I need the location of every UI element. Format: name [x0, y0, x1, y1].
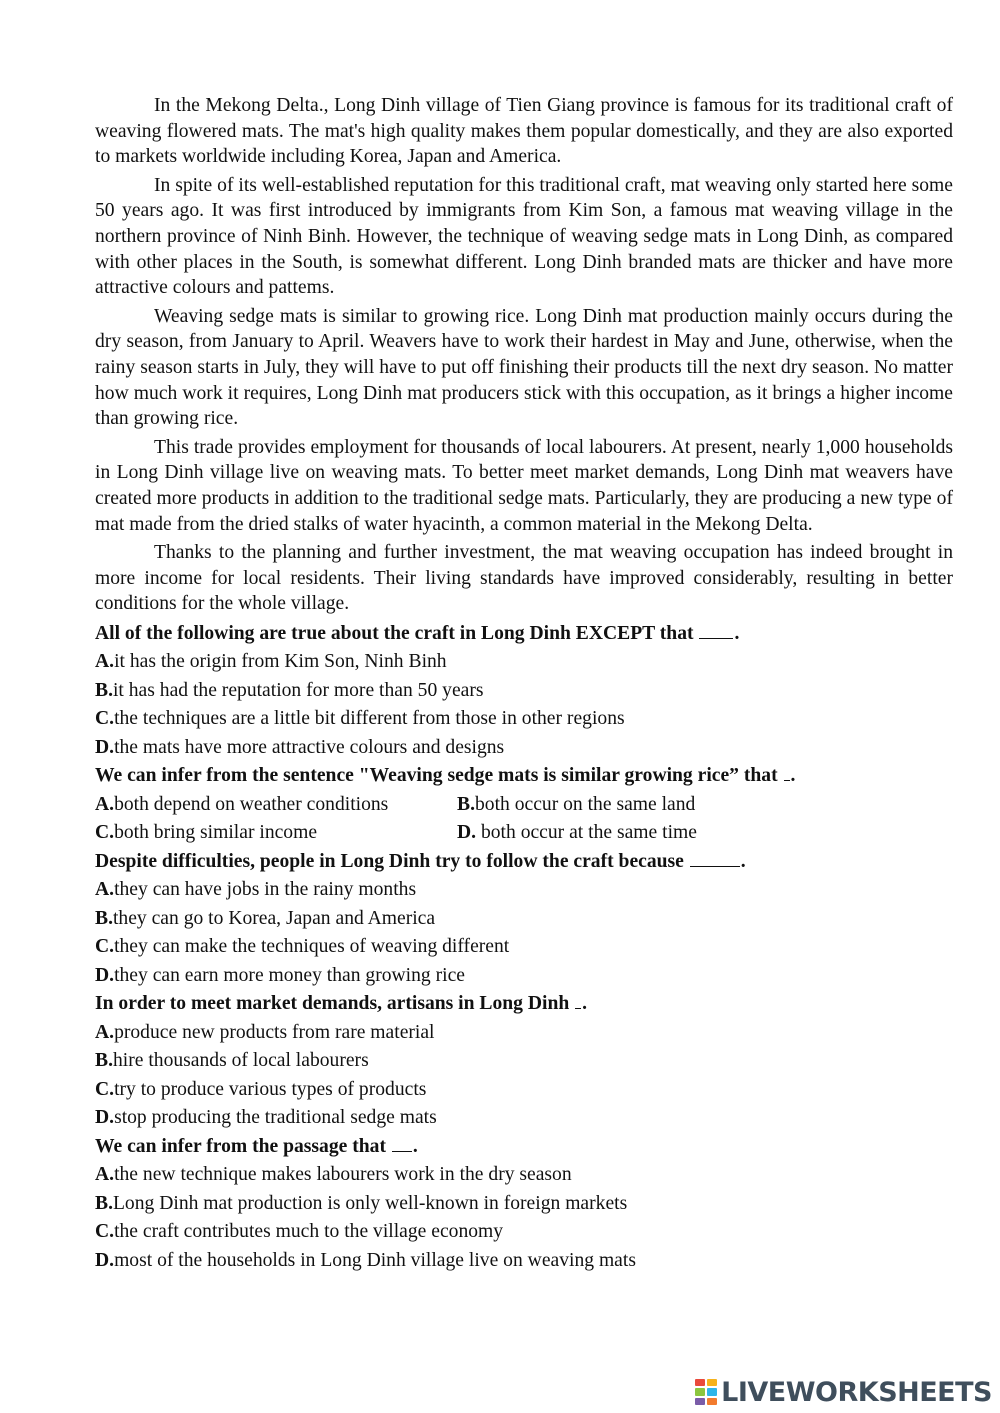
question-1-end: .: [734, 622, 740, 644]
option-text: they can make the techniques of weaving different: [114, 936, 510, 958]
option-text: both occur on the same land: [474, 793, 696, 815]
option-text: the mats have more attractive colours and designs: [114, 736, 505, 758]
passage-paragraph-5: Thanks to the planning and further investment, the mat weaving occupation has indeed brought in more income for local residents. Their living standards have improved considerably, resulting in better conditions for the whole village.: [95, 542, 953, 615]
option-4c[interactable]: [95, 1076, 953, 1105]
liveworksheets-watermark: [695, 1375, 992, 1409]
option-4b[interactable]: [95, 1047, 953, 1076]
logo-square: [707, 1379, 717, 1386]
logo-square: [707, 1388, 717, 1395]
option-3a[interactable]: [95, 876, 953, 905]
option-text: they can go to Korea, Japan and America: [112, 907, 436, 929]
option-5c[interactable]: [95, 1218, 953, 1247]
option-letter: D.: [457, 822, 477, 844]
question-3-stem: Despite difficulties, people in Long Dinh try to follow the craft because: [95, 850, 684, 872]
option-text: the craft contributes much to the village economy: [114, 1221, 504, 1243]
passage-paragraph-4: This trade provides employment for thousands of local labourers. At present, nearly 1,000 households in Long Dinh village live on weaving mats. To better meet market demands, Long Dinh mat weavers have created more products in addition to the traditional sedge mats. Particularly, they are producing a new type of mat made from the dried stalks of water hyacinth, a common material in the Mekong Delta.: [95, 436, 953, 535]
answer-blank-1[interactable]: [699, 620, 733, 639]
option-text: both occur at the same time: [476, 822, 697, 844]
option-text: both depend on weather conditions: [114, 793, 389, 815]
option-letter: A.: [95, 1021, 115, 1043]
option-4d[interactable]: [95, 1104, 953, 1133]
option-1c[interactable]: [95, 705, 953, 734]
option-1d[interactable]: [95, 734, 953, 763]
question-4-stem: In order to meet market demands, artisans in Long Dinh: [95, 993, 570, 1015]
liveworksheets-logo-icon: [695, 1379, 717, 1405]
option-letter: B.: [95, 907, 113, 929]
options-row: [95, 819, 953, 848]
option-letter: B.: [457, 793, 475, 815]
option-letter: A.: [95, 1164, 115, 1186]
option-2a[interactable]: [95, 791, 457, 820]
option-text: it has had the reputation for more than 50 years: [112, 679, 484, 701]
option-letter: D.: [95, 1249, 115, 1271]
passage-paragraph-2: In spite of its well-established reputation for this traditional craft, mat weaving only started here some 50 years ago. It was first introduced by immigrants from Kim Son, a famous mat weaving village in the northern province of Ninh Binh. However, the technique of weaving sedge mats in Long Dinh, as compared with other places in the South, is somewhat different. Long Dinh branded mats are thicker and have more attractive colours and pattems.: [95, 174, 953, 299]
answer-blank-5[interactable]: [392, 1133, 412, 1152]
option-text: they can earn more money than growing rice: [114, 964, 465, 986]
option-letter: B.: [95, 679, 113, 701]
option-text: it has the origin from Kim Son, Ninh Binh: [114, 651, 447, 673]
logo-square: [707, 1398, 717, 1405]
option-letter: D.: [95, 736, 115, 758]
question-2-stem: We can infer from the sentence "Weaving sedge mats is similar growing rice” that: [95, 765, 778, 787]
option-letter: D.: [95, 1107, 115, 1129]
option-4a[interactable]: [95, 1019, 953, 1048]
option-letter: D.: [95, 964, 115, 986]
option-2d[interactable]: [457, 819, 819, 848]
option-letter: A.: [95, 651, 115, 673]
option-text: both bring similar income: [114, 822, 318, 844]
worksheet-page: [95, 93, 953, 1275]
question-2-end: .: [790, 765, 796, 787]
option-text: they can have jobs in the rainy months: [114, 879, 417, 901]
option-3c[interactable]: [95, 933, 953, 962]
option-text: most of the households in Long Dinh village live on weaving mats: [114, 1249, 636, 1271]
brand-name: LIVEWORKSHEETS: [721, 1376, 992, 1408]
question-4-end: .: [582, 993, 588, 1015]
option-letter: B.: [95, 1192, 113, 1214]
option-letter: C.: [95, 1078, 115, 1100]
logo-square: [695, 1398, 705, 1405]
option-text: produce new products from rare material: [114, 1021, 435, 1043]
option-text: try to produce various types of products: [114, 1078, 427, 1100]
question-1-stem: All of the following are true about the craft in Long Dinh EXCEPT that: [95, 622, 694, 644]
question-1: [95, 620, 953, 649]
question-3-end: .: [740, 850, 746, 872]
question-5-end: .: [412, 1135, 418, 1157]
question-3: [95, 848, 953, 877]
answer-blank-3[interactable]: [690, 848, 740, 867]
question-4: [95, 990, 953, 1019]
option-text: the techniques are a little bit different from those in other regions: [114, 708, 625, 730]
passage-paragraph-3: Weaving sedge mats is similar to growing rice. Long Dinh mat production mainly occurs during the dry season, from January to April. Weavers have to work their hardest in May and June, otherwise, when the rainy season starts in July, they will have to put off finishing their products till the next dry season. No matter how much work it requires, Long Dinh mat producers stick with this occupation, as it brings a higher income than growing rice.: [95, 305, 953, 430]
option-5a[interactable]: [95, 1161, 953, 1190]
option-3b[interactable]: [95, 905, 953, 934]
option-text: the new technique makes labourers work in the dry season: [114, 1164, 572, 1186]
option-text: Long Dinh mat production is only well-known in foreign markets: [112, 1192, 628, 1214]
option-letter: C.: [95, 822, 115, 844]
answer-blank-2[interactable]: [784, 762, 790, 781]
option-letter: B.: [95, 1050, 113, 1072]
option-3d[interactable]: [95, 962, 953, 991]
option-5d[interactable]: [95, 1247, 953, 1276]
answer-blank-4[interactable]: [575, 990, 581, 1009]
option-letter: C.: [95, 708, 115, 730]
option-letter: C.: [95, 1221, 115, 1243]
passage-paragraph-1: In the Mekong Delta., Long Dinh village of Tien Giang province is famous for its traditional craft of weaving flowered mats. The mat's high quality makes them popular domestically, and they are also exported to markets worldwide including Korea, Japan and America.: [95, 95, 953, 168]
question-5-stem: We can infer from the passage that: [95, 1135, 386, 1157]
option-1b[interactable]: [95, 677, 953, 706]
question-2: [95, 762, 953, 791]
option-2b[interactable]: [457, 791, 819, 820]
logo-square: [695, 1388, 705, 1395]
option-letter: A.: [95, 879, 115, 901]
option-letter: A.: [95, 793, 115, 815]
question-5: [95, 1133, 953, 1162]
options-row: [95, 791, 953, 820]
option-text: hire thousands of local labourers: [112, 1050, 369, 1072]
option-2c[interactable]: [95, 819, 457, 848]
option-1a[interactable]: [95, 648, 953, 677]
logo-square: [695, 1379, 705, 1386]
option-5b[interactable]: [95, 1190, 953, 1219]
option-text: stop producing the traditional sedge mats: [114, 1107, 437, 1129]
option-letter: C.: [95, 936, 115, 958]
